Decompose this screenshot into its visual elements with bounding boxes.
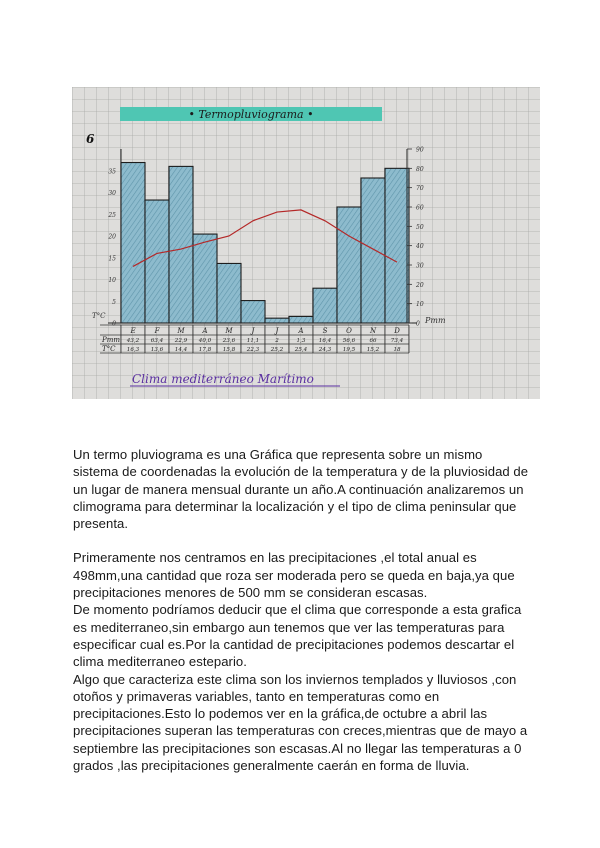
right-tick-label: 30 — [416, 262, 424, 270]
temp-cell: 25,4 — [294, 347, 308, 353]
right-tick-label: 10 — [416, 301, 424, 309]
temp-cell: 15,2 — [366, 347, 380, 353]
text-line: especificar cual es.Por la cantidad de precipitaciones podemos descartar el — [73, 636, 515, 652]
month-label: J — [251, 327, 255, 335]
precip-cell: 73,4 — [390, 338, 404, 344]
month-label: J — [275, 327, 279, 335]
exercise-number: 6 — [86, 132, 95, 146]
right-tick-label: 80 — [416, 165, 424, 173]
text-line: es mediterraneo,sin embargo aun tenemos que ver las temperaturas para — [73, 619, 505, 635]
temp-cell: 18 — [393, 347, 401, 353]
temp-cell: 24,3 — [318, 347, 332, 353]
left-tick-label: 15 — [108, 255, 116, 263]
month-label: E — [130, 327, 136, 335]
left-tick-label: 10 — [108, 277, 116, 284]
text-line: De momento podríamos deducir que el clima que corresponde a esta grafica — [73, 602, 522, 618]
text-line: 498mm,una cantidad que roza ser moderada pero se queda en baja,ya que — [73, 567, 515, 583]
text-line: un lugar de manera mensual durante un año.A continuación analizaremos un — [73, 481, 524, 497]
temp-cell: 17,8 — [198, 347, 212, 353]
text-line: Un termo pluviograma es una Gráfica que representa sobre un mismo — [73, 447, 483, 462]
text-line: presenta. — [73, 516, 129, 532]
month-label: M — [225, 327, 233, 335]
text-line: climograma para determinar la localización y el tipo de clima peninsular que — [73, 498, 517, 514]
precip-bar — [265, 318, 289, 323]
left-axis-label: T°C — [92, 312, 106, 320]
precip-cell: 43,2 — [126, 338, 140, 344]
precip-bar — [193, 234, 217, 323]
table-row-label-precip: Pmm — [102, 336, 120, 344]
left-tick-label: 30 — [108, 190, 116, 197]
right-tick-label: 0 — [416, 320, 420, 328]
text-line: otoños y primaveras variables, tanto en temperaturas como en — [73, 688, 440, 704]
precip-bar — [385, 168, 409, 323]
precip-bar — [289, 316, 313, 323]
left-tick-label: 5 — [112, 298, 116, 306]
right-tick-label: 50 — [416, 223, 424, 231]
precip-cell: 2 — [275, 338, 279, 344]
right-tick-label: 90 — [416, 146, 424, 154]
precip-cell: 22,9 — [174, 338, 188, 344]
text-line: Algo que caracteriza este clima son los inviernos templados y lluviosos ,con — [73, 671, 517, 687]
climograph-chart — [72, 87, 540, 399]
month-label: A — [298, 327, 304, 335]
temp-cell: 22,3 — [246, 347, 260, 353]
temp-cell: 13,6 — [150, 347, 164, 353]
month-label: S — [322, 327, 328, 335]
text-line: precipitaciones.Esto lo podemos ver en la gráfica,de octubre a abril las — [73, 706, 488, 722]
precip-bar — [121, 163, 145, 323]
temp-cell: 14,4 — [174, 347, 188, 353]
month-label: F — [154, 327, 160, 335]
climograph-photo — [72, 87, 540, 399]
month-label: N — [369, 327, 377, 335]
precip-cell: 11,1 — [246, 338, 260, 344]
month-label: O — [346, 327, 352, 335]
precip-bar — [313, 288, 337, 323]
left-tick-label: 35 — [108, 168, 116, 176]
text-line: septiembre las precipitaciones son escasas.Al no llegar las temperaturas a 0 — [73, 740, 522, 756]
precip-bar — [241, 301, 265, 323]
text-line: sistema de coordenadas la evolución de la temperatura y de la pluviosidad de — [73, 464, 529, 480]
precip-cell: 16,4 — [318, 338, 332, 344]
precip-bar — [145, 200, 169, 323]
right-axis-label: Pmm — [425, 316, 446, 325]
precip-cell: 56,6 — [342, 338, 356, 344]
precip-bar — [169, 166, 193, 323]
text-line: precipitaciones menores de 500 mm se consideran escasas. — [73, 585, 428, 601]
text-line: Primeramente nos centramos en las precipitaciones ,el total anual es — [73, 550, 477, 566]
paragraph-intro — [73, 446, 533, 532]
temp-cell: 25,2 — [270, 347, 284, 353]
document-body — [73, 446, 533, 774]
temp-cell: 15,8 — [222, 347, 236, 353]
figure-caption: Clima mediterráneo Marítimo — [132, 372, 314, 386]
right-tick-label: 40 — [416, 243, 424, 251]
precip-cell: 40,0 — [198, 338, 212, 344]
month-label: M — [177, 327, 185, 335]
right-tick-label: 20 — [416, 281, 424, 289]
right-tick-label: 60 — [416, 204, 424, 212]
precip-cell: 66 — [369, 338, 377, 344]
month-label: D — [394, 327, 400, 335]
precip-cell: 63,4 — [150, 338, 164, 344]
banner-title: • Termopluviograma • — [188, 108, 314, 121]
precip-cell: 23,6 — [222, 338, 236, 344]
text-line: clima mediterraneo estepario. — [73, 654, 247, 670]
text-line: grados ,las precipitaciones generalmente caerán en forma de lluvia. — [73, 758, 470, 774]
text-line: precipitaciones superan las temperaturas con creces,mientras que de mayo a — [73, 723, 528, 739]
left-tick-label: 25 — [108, 211, 116, 219]
right-tick-label: 70 — [416, 185, 424, 193]
temp-cell: 19,5 — [342, 347, 356, 353]
precip-cell: 1,3 — [296, 338, 306, 344]
left-tick-label: 0 — [112, 320, 116, 328]
temp-cell: 16,3 — [126, 347, 140, 353]
left-tick-label: 20 — [108, 233, 116, 241]
precip-bar — [361, 178, 385, 323]
table-row-label-temp: T°C — [102, 345, 116, 353]
month-label: A — [202, 327, 208, 335]
paragraph-analysis — [73, 549, 533, 774]
precip-bar — [217, 263, 241, 323]
precip-bar — [337, 207, 361, 323]
